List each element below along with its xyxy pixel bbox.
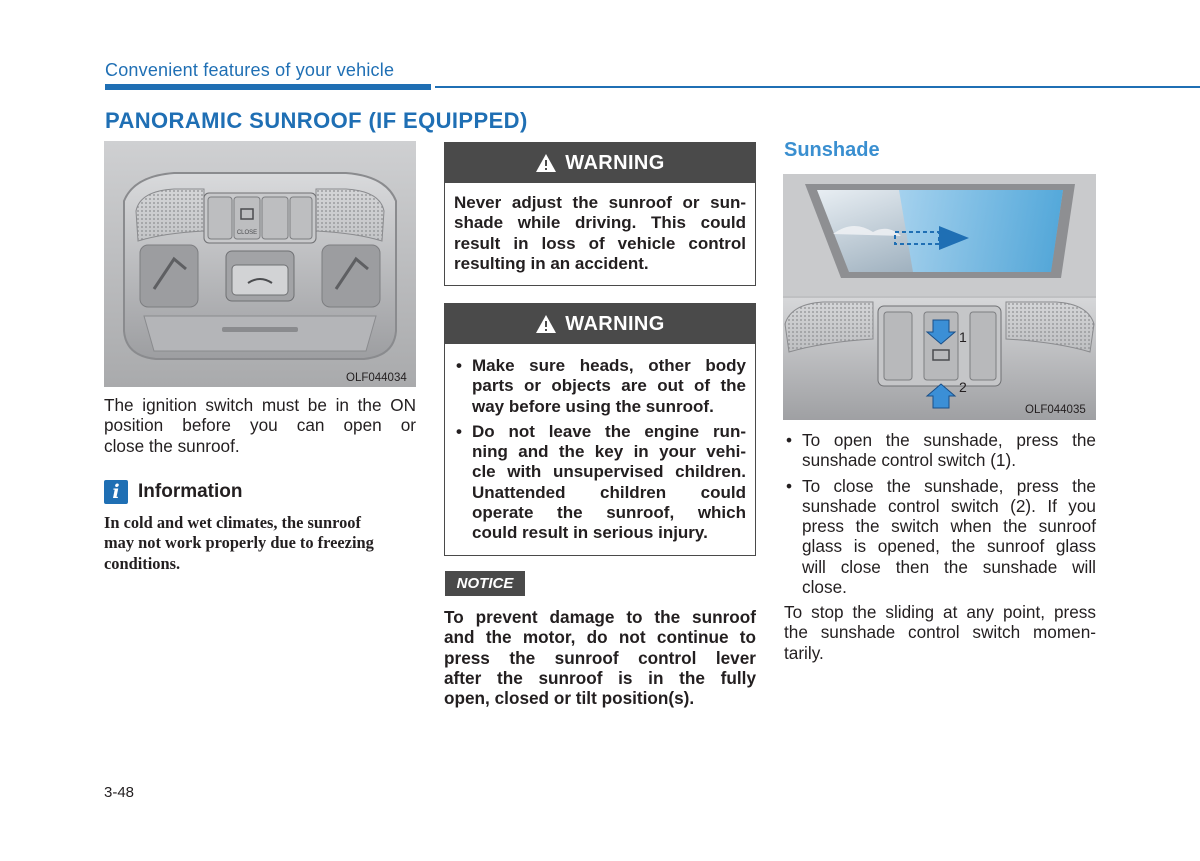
- overhead-console-photo: [104, 141, 416, 387]
- page-title: PANORAMIC SUNROOF (IF EQUIPPED): [105, 108, 528, 133]
- text-line: shade while driving. This could: [454, 213, 746, 233]
- callout-2: 2: [959, 379, 967, 395]
- text-line: way before using the sunroof.: [472, 396, 714, 416]
- text-line: • Do not leave the engine run-: [472, 421, 746, 441]
- text-line: To stop the sliding at any point, press: [784, 602, 1096, 622]
- warning-title: WARNING: [565, 151, 665, 174]
- text-line: conditions.: [104, 553, 181, 573]
- text-line: after the sunroof is in the fully: [444, 667, 756, 688]
- text-line: may not work properly due to freezing: [104, 533, 374, 553]
- text-line: tarily.: [784, 642, 824, 663]
- information-heading: [104, 480, 243, 504]
- header-rule-thin: [435, 86, 1200, 88]
- page-number: 3-48: [104, 784, 135, 801]
- warning-triangle-icon: [535, 314, 557, 334]
- text-line: close the sunroof.: [104, 435, 240, 456]
- text-line: • To close the sunshade, press the: [802, 475, 1096, 496]
- intro-paragraph: [104, 395, 416, 456]
- text-line: press the sunroof control lever: [444, 647, 756, 668]
- callout-1: 1: [959, 329, 967, 345]
- text-line: close.: [802, 577, 847, 598]
- sunshade-figure: [783, 174, 1096, 420]
- text-line: could result in serious injury.: [472, 523, 708, 543]
- text-line: Never adjust the sunroof or sun-: [454, 193, 746, 212]
- text-line: resulting in an accident.: [454, 253, 649, 273]
- warning-box: [444, 303, 756, 556]
- notice-text: [444, 607, 756, 708]
- notice-tag: NOTICE: [445, 571, 525, 596]
- closing-paragraph: [784, 602, 1096, 663]
- warning-list: [445, 344, 755, 544]
- header-rule: [105, 84, 431, 90]
- sunshade-instructions: [784, 430, 1096, 602]
- text-line: and the motor, do not continue to: [444, 627, 756, 648]
- text-line: press the switch when the sunroof: [802, 516, 1096, 537]
- text-line: The ignition switch must be in the ON: [104, 395, 416, 415]
- text-line: ning and the key in your vehi-: [472, 442, 746, 462]
- text-line: open, closed or tilt position(s).: [444, 688, 695, 709]
- text-line: sunshade control switch (2). If you: [802, 495, 1096, 516]
- text-line: will close then the sunshade will: [802, 556, 1096, 577]
- text-line: parts or objects are out of the: [472, 376, 746, 396]
- text-line: In cold and wet climates, the sunroof: [104, 513, 361, 532]
- warning-text: [445, 183, 755, 274]
- text-line: position before you can open or: [104, 415, 416, 436]
- text-line: • To open the sunshade, press the: [802, 430, 1096, 450]
- warning-title: WARNING: [565, 312, 665, 335]
- list-item: [784, 430, 1096, 471]
- list-item: [454, 356, 746, 417]
- text-line: cle with unsupervised children.: [472, 462, 746, 482]
- figure-caption: OLF044034: [346, 372, 407, 384]
- section-header: Convenient features of your vehicle: [105, 60, 395, 80]
- information-body: [104, 513, 416, 574]
- text-line: sunshade control switch (1).: [802, 450, 1016, 471]
- text-line: To prevent damage to the sunroof: [444, 607, 756, 627]
- warning-triangle-icon: [535, 153, 557, 173]
- text-line: operate the sunroof, which: [472, 503, 746, 523]
- text-line: glass is opened, the sunroof glass: [802, 536, 1096, 557]
- text-line: the sunshade control switch momen-: [784, 622, 1096, 643]
- figure-caption: OLF044035: [1025, 404, 1086, 416]
- close-switch-label: CLOSE: [236, 230, 258, 236]
- warning-header: [445, 143, 755, 183]
- text-line: result in loss of vehicle control: [454, 233, 746, 253]
- list-item: [784, 476, 1096, 598]
- text-line: • Make sure heads, other body: [472, 356, 746, 375]
- text-line: Unattended children could: [472, 482, 746, 502]
- warning-header: [445, 304, 755, 344]
- list-item: [454, 422, 746, 544]
- information-title: Information: [138, 481, 243, 502]
- sunshade-heading: Sunshade: [784, 139, 880, 161]
- info-icon: i: [104, 480, 128, 504]
- warning-box: [444, 142, 756, 286]
